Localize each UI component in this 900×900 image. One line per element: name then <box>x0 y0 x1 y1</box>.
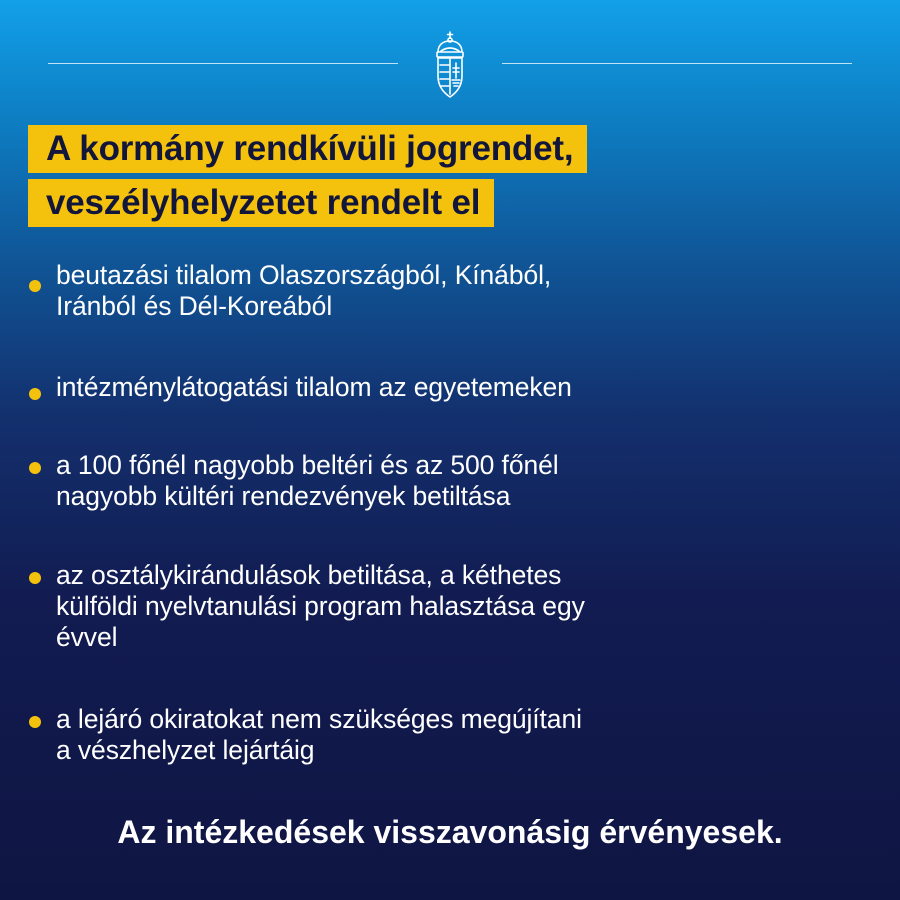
list-item-text: beutazási tilalom Olaszországból, Kínából, Iránból és Dél-Koreából <box>56 260 552 321</box>
bullet-icon <box>29 716 41 728</box>
bullet-icon <box>29 462 41 474</box>
list-item-text: a lejáró okiratokat nem szükséges megújítani a vészhelyzet lejártáig <box>56 704 582 765</box>
headline-line-2: veszélyhelyzetet rendelt el <box>28 179 494 227</box>
bullet-icon <box>29 572 41 584</box>
list-item <box>56 260 856 322</box>
list-item-text: az osztálykirándulások betiltása, a kéthetes külföldi nyelvtanulási program halasztása egy évvel <box>56 560 585 652</box>
list-item-text: a 100 főnél nagyobb beltéri és az 500 főnél nagyobb kültéri rendezvények betiltása <box>56 450 559 511</box>
footer-note: Az intézkedések visszavonásig érvényesek. <box>117 814 783 850</box>
list-item <box>56 704 856 766</box>
headline-line-1: A kormány rendkívüli jogrendet, <box>28 125 587 173</box>
list-item <box>56 372 856 403</box>
list-item-text: intézménylátogatási tilalom az egyetemeken <box>56 372 572 402</box>
bullet-icon <box>29 280 41 292</box>
bullet-icon <box>29 388 41 400</box>
list-item <box>56 450 856 512</box>
list-item <box>56 560 856 653</box>
